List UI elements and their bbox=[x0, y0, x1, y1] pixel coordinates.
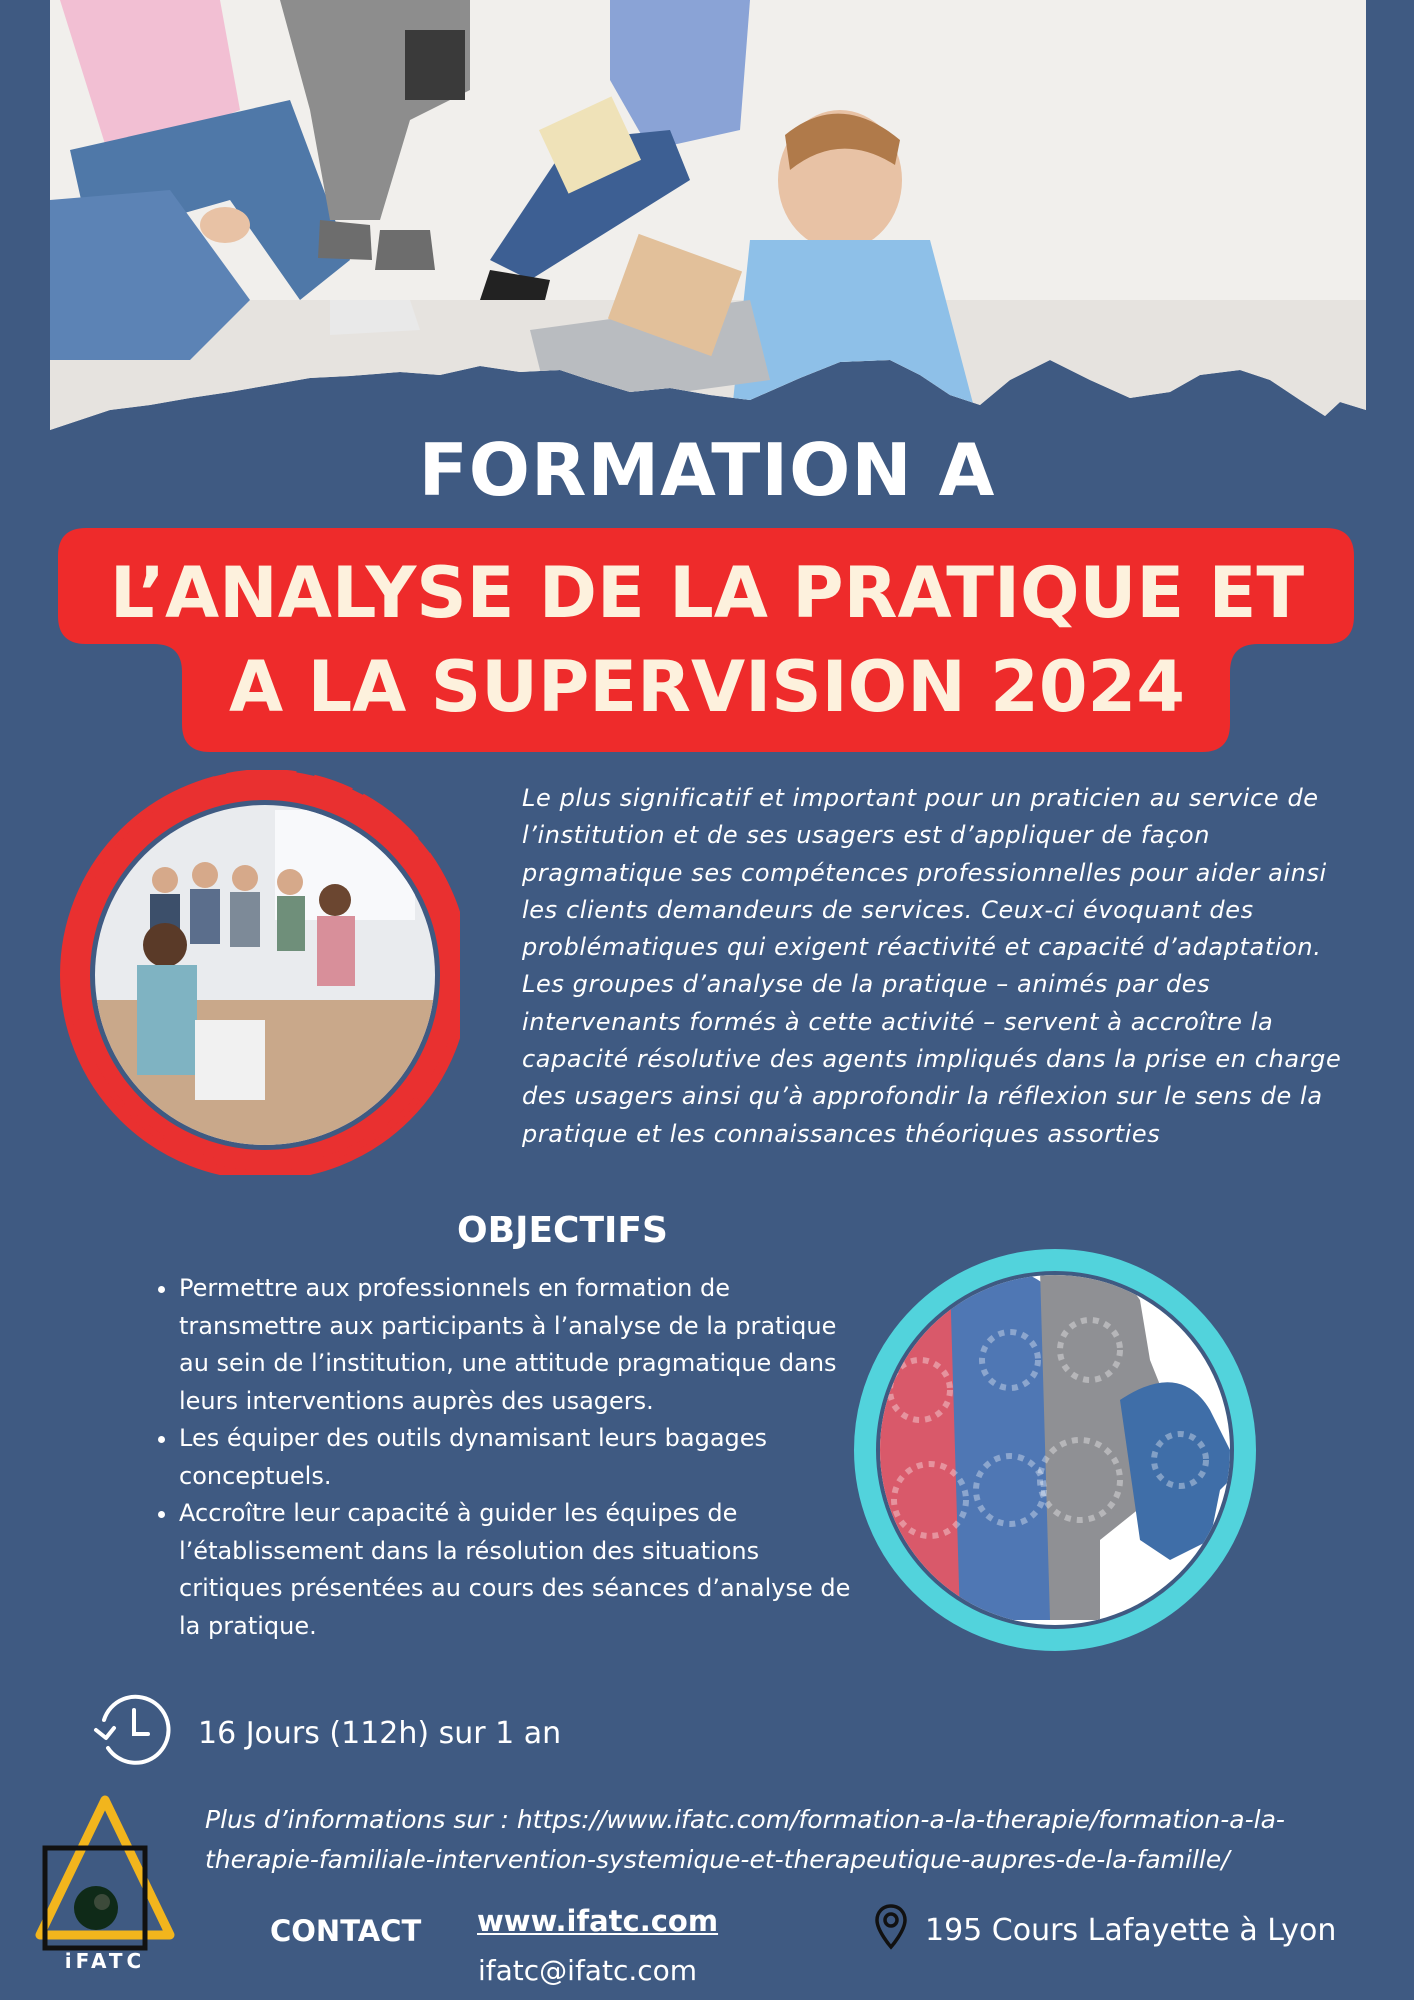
location-pin-icon bbox=[874, 1903, 908, 1951]
objective-item: • Accroître leur capacité à guider les équipes de l’établissement dans la résolution des situations critiques présentées au cours des séances d’analyse de la pratique. bbox=[179, 1495, 869, 1645]
banner-title bbox=[60, 546, 1354, 734]
contact-label: CONTACT bbox=[270, 1914, 422, 1948]
ifatc-logo bbox=[30, 1790, 180, 1975]
more-info-link[interactable]: Plus d’informations sur : https://www.ifatc.com/formation-a-la-therapie/formation-a-la-therapie-familiale-intervention-systemique-et-therapeutique-aupres-de-la-famille/ bbox=[205, 1805, 1285, 1874]
intro-paragraph: Le plus significatif et important pour un praticien au service de l’institution et de ses usagers est d’appliquer de façon pragmatique ses compétences professionnelles pour aider ainsi les clients demandeurs de services. Ceux-ci évoquant des problématiques qui exigent réactivité et capacité d’adaptation. Les groupes d’analyse de la pratique – animés par des intervenants formés à cette activité – servent à accroître la capacité résolutive des agents impliqués dans la prise en charge des usagers ainsi qu’à approfondir la réflexion sur le sens de la pratique et les connaissances théoriques assorties bbox=[522, 784, 1342, 1148]
group-photo-circle bbox=[55, 770, 460, 1175]
objective-item: • Permettre aux professionnels en formation de transmettre aux participants à l’analyse de la pratique au sein de l’institution, une attitude pragmatique dans leurs interventions auprès des usagers. bbox=[179, 1270, 869, 1420]
address-text: 195 Cours Lafayette à Lyon bbox=[925, 1913, 1337, 1948]
duration-text: 16 Jours (112h) sur 1 an bbox=[198, 1716, 562, 1751]
objective-item: • Les équiper des outils dynamisant leurs bagages conceptuels. bbox=[179, 1420, 869, 1495]
clock-icon bbox=[92, 1690, 172, 1770]
hero-photo bbox=[50, 0, 1366, 430]
website-link[interactable]: www.ifatc.com bbox=[477, 1904, 719, 1938]
gears-heads-circle bbox=[840, 1240, 1280, 1660]
email-link[interactable]: ifatc@ifatc.com bbox=[478, 1954, 698, 1987]
objectives-list bbox=[145, 1270, 869, 1645]
logo-text: iFATC bbox=[64, 1949, 146, 1973]
banner-title-line1: L’ANALYSE DE LA PRATIQUE ET bbox=[109, 552, 1305, 634]
title-formation: FORMATION A bbox=[418, 428, 996, 512]
objectives-title: OBJECTIFS bbox=[457, 1210, 668, 1251]
banner-title-line2: A LA SUPERVISION 2024 bbox=[229, 646, 1185, 728]
